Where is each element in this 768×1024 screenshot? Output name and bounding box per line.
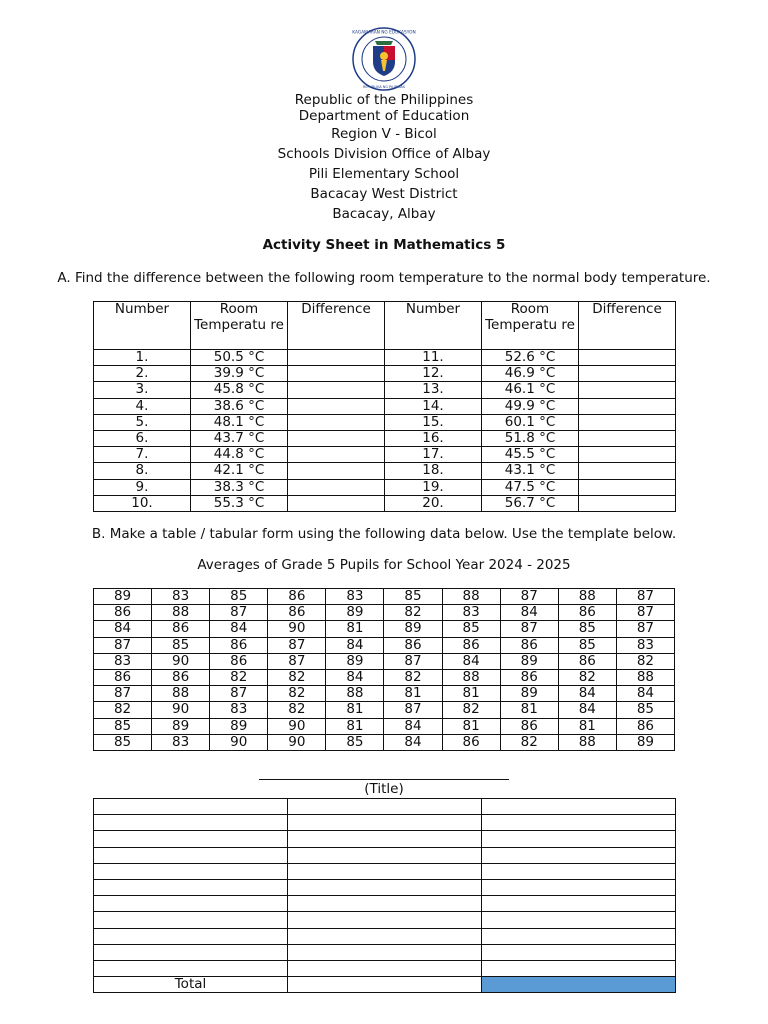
- difference-answer-cell[interactable]: [579, 398, 676, 414]
- template-row: [94, 831, 676, 847]
- average-value: 86: [94, 605, 152, 621]
- difference-answer-cell[interactable]: [579, 366, 676, 382]
- average-value: 82: [500, 734, 558, 750]
- table-row: [94, 366, 676, 382]
- average-value: 86: [558, 605, 616, 621]
- average-value: 90: [210, 734, 268, 750]
- template-row: [94, 896, 676, 912]
- difference-answer-cell[interactable]: [288, 366, 385, 382]
- template-cell[interactable]: [482, 912, 676, 928]
- average-value: 84: [384, 734, 442, 750]
- average-value: 86: [500, 669, 558, 685]
- table-row: [94, 686, 675, 702]
- difference-answer-cell[interactable]: [288, 463, 385, 479]
- average-value: 86: [94, 669, 152, 685]
- average-value: 82: [268, 702, 326, 718]
- average-value: 86: [442, 734, 500, 750]
- average-value: 86: [442, 637, 500, 653]
- template-cell[interactable]: [94, 912, 288, 928]
- difference-answer-cell[interactable]: [288, 447, 385, 463]
- column-header: Number: [385, 302, 482, 350]
- template-row: [94, 928, 676, 944]
- part-a-instruction: A. Find the difference between the following room temperature to the normal body temperature.: [57, 270, 711, 286]
- template-cell[interactable]: [482, 879, 676, 895]
- average-value: 88: [326, 686, 384, 702]
- average-value: 86: [558, 653, 616, 669]
- average-value: 89: [94, 589, 152, 605]
- average-value: 82: [384, 669, 442, 685]
- template-cell[interactable]: [94, 863, 288, 879]
- svg-text:KAGAWARAN NG EDUKASYON: KAGAWARAN NG EDUKASYON: [352, 30, 416, 36]
- room-temperature: 46.9 °C: [482, 366, 579, 382]
- room-temperature: 49.9 °C: [482, 398, 579, 414]
- total-label: Total: [94, 977, 288, 993]
- average-value: 87: [616, 621, 674, 637]
- item-number: 3.: [94, 382, 191, 398]
- template-cell[interactable]: [482, 960, 676, 976]
- item-number: 7.: [94, 447, 191, 463]
- average-value: 87: [268, 653, 326, 669]
- item-number: 18.: [385, 463, 482, 479]
- room-temperature: 55.3 °C: [191, 495, 288, 511]
- room-temperature: 52.6 °C: [482, 350, 579, 366]
- difference-answer-cell[interactable]: [288, 398, 385, 414]
- difference-answer-cell[interactable]: [579, 495, 676, 511]
- average-value: 87: [500, 589, 558, 605]
- average-value: 85: [326, 734, 384, 750]
- item-number: 5.: [94, 414, 191, 430]
- average-value: 84: [442, 653, 500, 669]
- template-cell[interactable]: [288, 831, 482, 847]
- header-line: Republic of the Philippines: [294, 92, 474, 108]
- table-row: [94, 350, 676, 366]
- average-value: 86: [152, 621, 210, 637]
- average-value: 89: [326, 605, 384, 621]
- item-number: 14.: [385, 398, 482, 414]
- average-value: 84: [558, 702, 616, 718]
- room-temperature: 38.6 °C: [191, 398, 288, 414]
- room-temperature: 39.9 °C: [191, 366, 288, 382]
- average-value: 81: [326, 718, 384, 734]
- average-value: 82: [94, 702, 152, 718]
- average-value: 81: [442, 718, 500, 734]
- average-value: 87: [616, 605, 674, 621]
- template-cell[interactable]: [288, 896, 482, 912]
- room-temperature: 50.5 °C: [191, 350, 288, 366]
- room-temperature: 45.8 °C: [191, 382, 288, 398]
- room-temperature: 43.1 °C: [482, 463, 579, 479]
- average-value: 83: [152, 734, 210, 750]
- average-value: 84: [326, 669, 384, 685]
- average-value: 84: [616, 686, 674, 702]
- template-cell[interactable]: [288, 879, 482, 895]
- template-row: [94, 944, 676, 960]
- template-cell[interactable]: [288, 944, 482, 960]
- difference-answer-cell[interactable]: [579, 382, 676, 398]
- average-value: 86: [210, 637, 268, 653]
- table-row: [94, 463, 676, 479]
- table-row: [94, 702, 675, 718]
- average-value: 86: [268, 605, 326, 621]
- template-cell[interactable]: [288, 847, 482, 863]
- difference-answer-cell[interactable]: [579, 350, 676, 366]
- room-temperature: 44.8 °C: [191, 447, 288, 463]
- average-value: 85: [94, 718, 152, 734]
- template-cell[interactable]: [94, 799, 288, 815]
- table-row: [94, 414, 676, 430]
- average-value: 83: [442, 605, 500, 621]
- average-value: 86: [500, 637, 558, 653]
- average-value: 81: [326, 621, 384, 637]
- template-cell[interactable]: [482, 928, 676, 944]
- template-cell[interactable]: [94, 831, 288, 847]
- average-value: 85: [152, 637, 210, 653]
- template-cell[interactable]: [482, 815, 676, 831]
- average-value: 83: [94, 653, 152, 669]
- difference-answer-cell[interactable]: [288, 479, 385, 495]
- average-value: 85: [558, 621, 616, 637]
- template-row: [94, 847, 676, 863]
- table-row: [94, 479, 676, 495]
- average-value: 90: [268, 718, 326, 734]
- template-cell[interactable]: [482, 831, 676, 847]
- average-value: 87: [94, 686, 152, 702]
- template-table: [93, 798, 676, 993]
- average-value: 86: [268, 589, 326, 605]
- average-value: 85: [442, 621, 500, 637]
- average-value: 89: [152, 718, 210, 734]
- average-value: 82: [616, 653, 674, 669]
- table-row: [94, 637, 675, 653]
- room-temperature: 56.7 °C: [482, 495, 579, 511]
- table-row: [94, 589, 675, 605]
- average-value: 89: [384, 621, 442, 637]
- item-number: 20.: [385, 495, 482, 511]
- table-row: [94, 669, 675, 685]
- average-value: 81: [442, 686, 500, 702]
- template-cell[interactable]: [94, 896, 288, 912]
- template-cell[interactable]: [482, 944, 676, 960]
- difference-answer-cell[interactable]: [579, 463, 676, 479]
- template-row: [94, 879, 676, 895]
- average-value: 86: [152, 669, 210, 685]
- table-row: [94, 718, 675, 734]
- item-number: 15.: [385, 414, 482, 430]
- average-value: 85: [616, 702, 674, 718]
- average-value: 88: [152, 605, 210, 621]
- table-row: [94, 382, 676, 398]
- template-cell[interactable]: [288, 815, 482, 831]
- item-number: 6.: [94, 430, 191, 446]
- room-temperature: 46.1 °C: [482, 382, 579, 398]
- room-temperature: 42.1 °C: [191, 463, 288, 479]
- average-value: 87: [268, 637, 326, 653]
- template-row: [94, 960, 676, 976]
- difference-answer-cell[interactable]: [579, 414, 676, 430]
- average-value: 83: [152, 589, 210, 605]
- activity-title: Activity Sheet in Mathematics 5: [262, 237, 506, 253]
- column-header: Room Temperatu re: [191, 302, 288, 350]
- average-value: 82: [268, 669, 326, 685]
- average-value: 82: [210, 669, 268, 685]
- header-line: Pili Elementary School: [308, 166, 460, 182]
- average-value: 90: [268, 621, 326, 637]
- item-number: 17.: [385, 447, 482, 463]
- template-cell[interactable]: [288, 960, 482, 976]
- average-value: 87: [384, 653, 442, 669]
- item-number: 19.: [385, 479, 482, 495]
- item-number: 11.: [385, 350, 482, 366]
- template-row: [94, 912, 676, 928]
- item-number: 16.: [385, 430, 482, 446]
- average-value: 84: [558, 686, 616, 702]
- difference-answer-cell[interactable]: [579, 479, 676, 495]
- average-value: 87: [500, 621, 558, 637]
- average-value: 89: [326, 653, 384, 669]
- svg-text:REPUBLIKA NG PILIPINAS: REPUBLIKA NG PILIPINAS: [362, 85, 406, 89]
- average-value: 89: [500, 653, 558, 669]
- template-cell[interactable]: [94, 847, 288, 863]
- table-row: [94, 398, 676, 414]
- average-value: 88: [442, 589, 500, 605]
- total-cell[interactable]: [288, 977, 482, 993]
- title-blank-line[interactable]: [259, 779, 509, 780]
- average-value: 86: [210, 653, 268, 669]
- room-temperature: 47.5 °C: [482, 479, 579, 495]
- difference-answer-cell[interactable]: [579, 430, 676, 446]
- average-value: 90: [152, 702, 210, 718]
- average-value: 83: [326, 589, 384, 605]
- template-cell[interactable]: [94, 815, 288, 831]
- average-value: 84: [384, 718, 442, 734]
- temperature-table: [93, 301, 676, 512]
- average-value: 87: [616, 589, 674, 605]
- title-label: (Title): [364, 781, 404, 797]
- item-number: 13.: [385, 382, 482, 398]
- table-row: [94, 653, 675, 669]
- average-value: 84: [326, 637, 384, 653]
- template-row: [94, 863, 676, 879]
- item-number: 8.: [94, 463, 191, 479]
- school-header: [0, 93, 768, 224]
- column-header: Difference: [579, 302, 676, 350]
- average-value: 82: [442, 702, 500, 718]
- table-row: [94, 621, 675, 637]
- average-value: 82: [558, 669, 616, 685]
- average-value: 90: [152, 653, 210, 669]
- room-temperature: 38.3 °C: [191, 479, 288, 495]
- header-line: Bacacay West District: [310, 186, 458, 202]
- header-line: Department of Education: [298, 107, 470, 124]
- average-value: 87: [210, 686, 268, 702]
- average-value: 81: [558, 718, 616, 734]
- average-value: 84: [500, 605, 558, 621]
- average-value: 86: [616, 718, 674, 734]
- average-value: 81: [384, 686, 442, 702]
- average-value: 87: [384, 702, 442, 718]
- column-header: Difference: [288, 302, 385, 350]
- template-cell[interactable]: [94, 960, 288, 976]
- average-value: 84: [94, 621, 152, 637]
- average-value: 88: [152, 686, 210, 702]
- template-cell[interactable]: [288, 799, 482, 815]
- average-value: 82: [268, 686, 326, 702]
- average-value: 83: [616, 637, 674, 653]
- template-cell[interactable]: [94, 928, 288, 944]
- header-line: Bacacay, Albay: [332, 206, 436, 222]
- average-value: 90: [268, 734, 326, 750]
- item-number: 2.: [94, 366, 191, 382]
- averages-subtitle: Averages of Grade 5 Pupils for School Year 2024 - 2025: [197, 557, 571, 573]
- item-number: 9.: [94, 479, 191, 495]
- header-line: Schools Division Office of Albay: [277, 146, 491, 162]
- template-cell[interactable]: [94, 879, 288, 895]
- difference-answer-cell[interactable]: [288, 350, 385, 366]
- average-value: 88: [616, 669, 674, 685]
- item-number: 10.: [94, 495, 191, 511]
- average-value: 83: [210, 702, 268, 718]
- table-row: [94, 430, 676, 446]
- template-cell[interactable]: [288, 863, 482, 879]
- difference-answer-cell[interactable]: [288, 430, 385, 446]
- template-cell[interactable]: [288, 928, 482, 944]
- template-cell[interactable]: [482, 896, 676, 912]
- difference-answer-cell[interactable]: [579, 447, 676, 463]
- template-row: [94, 799, 676, 815]
- column-header: Number: [94, 302, 191, 350]
- average-value: 89: [616, 734, 674, 750]
- total-highlight-cell[interactable]: [482, 977, 676, 993]
- template-cell[interactable]: [288, 912, 482, 928]
- header-line: Region V - Bicol: [331, 126, 437, 142]
- template-cell[interactable]: [482, 863, 676, 879]
- average-value: 81: [326, 702, 384, 718]
- table-row: [94, 447, 676, 463]
- room-temperature: 51.8 °C: [482, 430, 579, 446]
- average-value: 88: [558, 734, 616, 750]
- total-row: [94, 977, 676, 993]
- average-value: 82: [384, 605, 442, 621]
- room-temperature: 48.1 °C: [191, 414, 288, 430]
- difference-answer-cell[interactable]: [288, 382, 385, 398]
- average-value: 85: [210, 589, 268, 605]
- room-temperature: 43.7 °C: [191, 430, 288, 446]
- average-value: 88: [558, 589, 616, 605]
- item-number: 1.: [94, 350, 191, 366]
- average-value: 85: [94, 734, 152, 750]
- average-value: 87: [94, 637, 152, 653]
- average-value: 88: [442, 669, 500, 685]
- average-value: 85: [384, 589, 442, 605]
- item-number: 4.: [94, 398, 191, 414]
- average-value: 84: [210, 621, 268, 637]
- average-value: 86: [500, 718, 558, 734]
- room-temperature: 60.1 °C: [482, 414, 579, 430]
- template-cell[interactable]: [482, 847, 676, 863]
- average-value: 87: [210, 605, 268, 621]
- average-value: 89: [500, 686, 558, 702]
- room-temperature: 45.5 °C: [482, 447, 579, 463]
- table-row: [94, 605, 675, 621]
- part-b-instruction: B. Make a table / tabular form using the following data below. Use the template below.: [91, 526, 677, 542]
- difference-answer-cell[interactable]: [288, 414, 385, 430]
- template-cell[interactable]: [94, 944, 288, 960]
- template-row: [94, 815, 676, 831]
- table-row: [94, 495, 676, 511]
- item-number: 12.: [385, 366, 482, 382]
- average-value: 81: [500, 702, 558, 718]
- column-header: Room Temperatu re: [482, 302, 579, 350]
- difference-answer-cell[interactable]: [288, 495, 385, 511]
- average-value: 85: [558, 637, 616, 653]
- average-value: 86: [384, 637, 442, 653]
- deped-seal-logo: [347, 26, 421, 92]
- table-row: [94, 734, 675, 750]
- average-value: 89: [210, 718, 268, 734]
- averages-table: [93, 588, 675, 751]
- template-cell[interactable]: [482, 799, 676, 815]
